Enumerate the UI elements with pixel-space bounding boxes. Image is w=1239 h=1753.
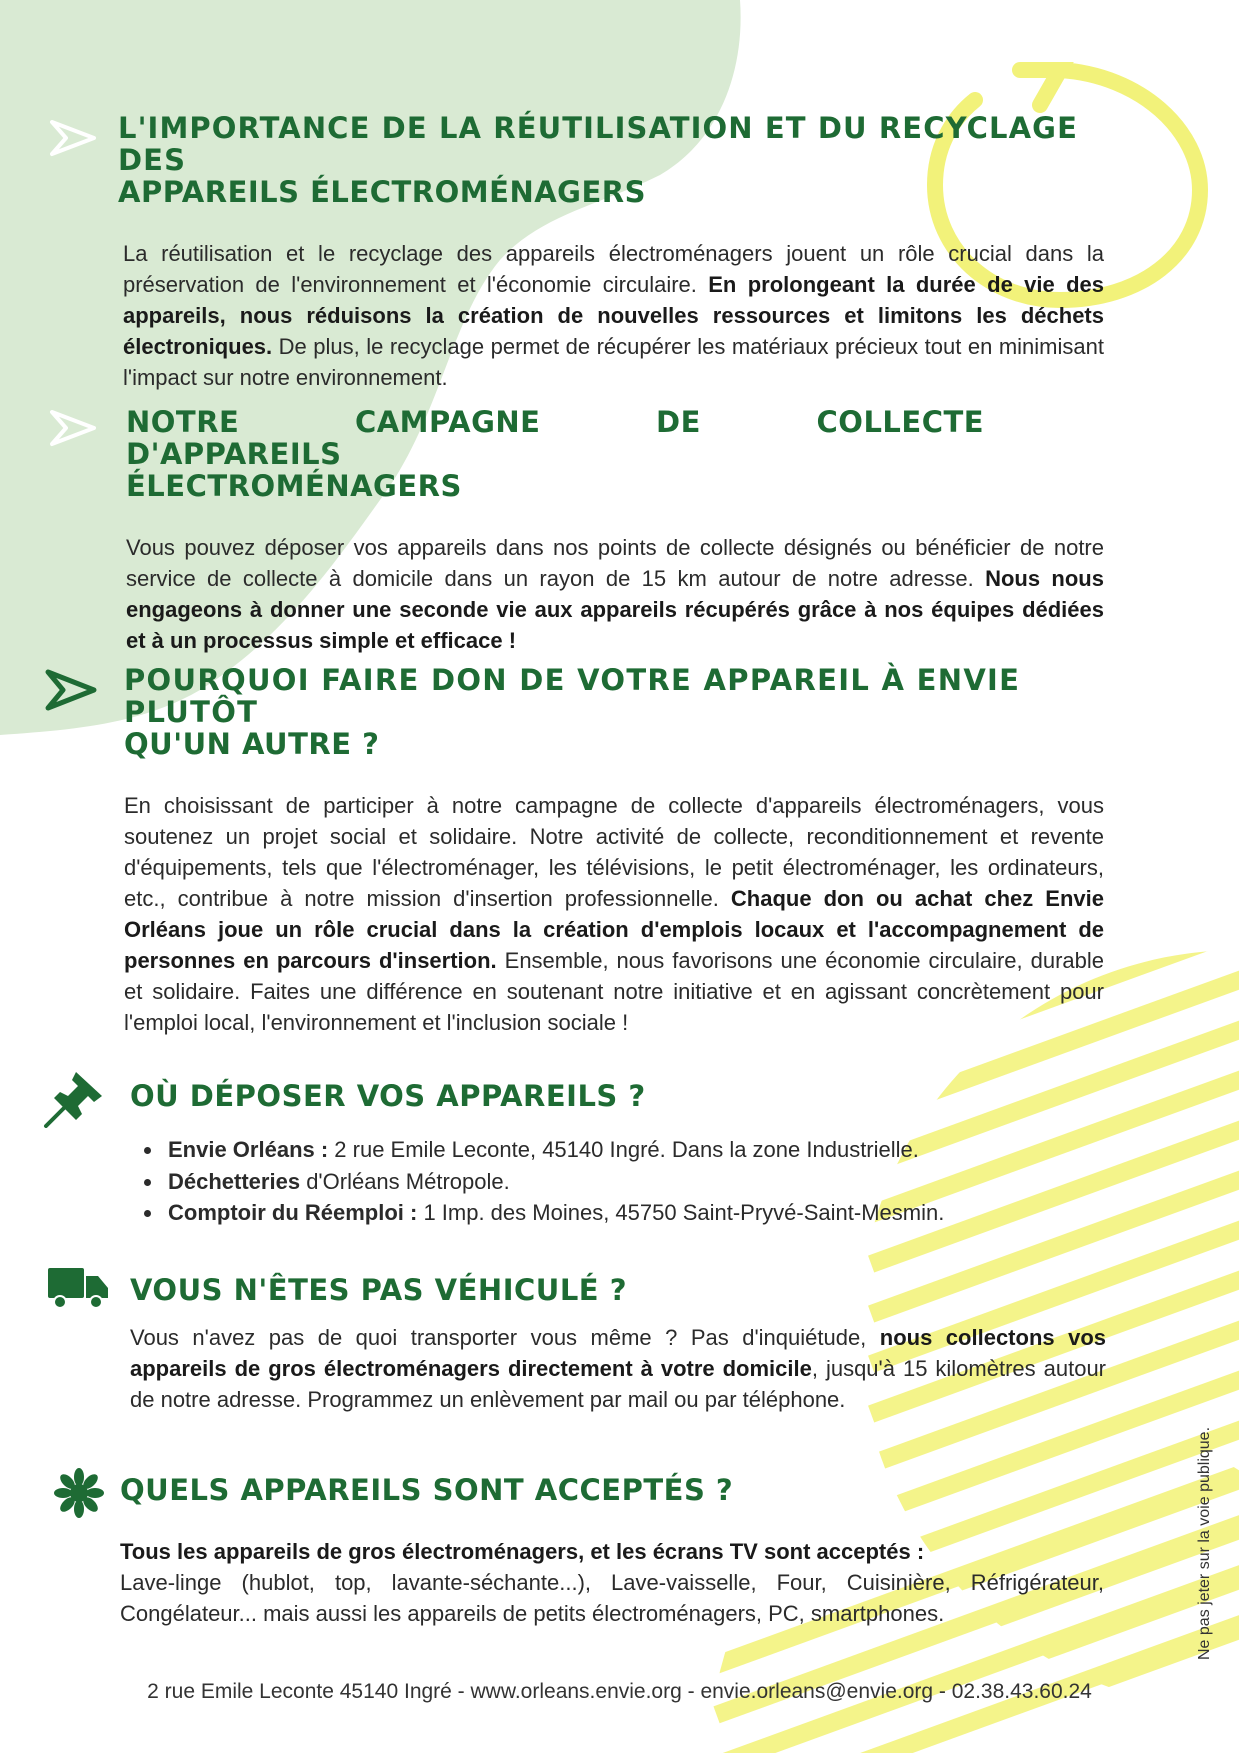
- arrow-icon: [48, 408, 100, 448]
- section-reuse-title: [118, 112, 1104, 208]
- section-no-vehicle: [130, 1274, 1106, 1415]
- section-reuse-text: La réutilisation et le recyclage des appareils électroménagers jouent un rôle crucial dans la préservation de l'environnement et l'économie circulaire. En prolongeant la durée de vie des appareils, nous réduisons la création de nouvelles ressources et limitons les déchets électroniques. De plus, le recyclage permet de récupérer les matériaux précieux tout en minimisant l'impact sur notre environnement.: [123, 241, 1104, 390]
- section-where: [130, 1080, 1110, 1229]
- arrow-icon: [48, 118, 100, 158]
- section-no-vehicle-title: VOUS N'ÊTES PAS VÉHICULÉ ?: [130, 1273, 628, 1307]
- title-line: ÉLECTROMÉNAGERS: [126, 469, 462, 503]
- title-line: QU'UN AUTRE ?: [124, 727, 380, 761]
- section-why-donate-title: [124, 664, 1104, 760]
- section-no-vehicle-text: Vous n'avez pas de quoi transporter vous même ? Pas d'inquiétude, nous collectons vos appareils de gros électroménagers directement à votre domicile, jusqu'à 15 kilomètres autour de notre adresse. Programmez un enlèvement par mail ou par téléphone.: [130, 1325, 1107, 1412]
- section-accepted-text: Tous les appareils de gros électroménagers, et les écrans TV sont acceptés : Lave-linge (hublot, top, lavante-séchante...), Lave-vaisselle, Four, Cuisinière, Réfrigérateur, Congélateur... mais aussi les appareils de petits électroménagers, PC, smartphones.: [120, 1539, 1104, 1626]
- list-item: • Comptoir du Réemploi : 1 Imp. des Moines, 45750 Saint-Pryvé-Saint-Mesmin.: [164, 1197, 1110, 1229]
- title-line: L'IMPORTANCE DE LA RÉUTILISATION ET DU RECYCLAGE DES: [118, 111, 1078, 177]
- title-line: NOTRE CAMPAGNE DE COLLECTE D'APPAREILS: [126, 405, 985, 471]
- section-where-title: OÙ DÉPOSER VOS APPAREILS ?: [130, 1079, 646, 1113]
- asterisk-icon: [54, 1468, 104, 1518]
- section-campaign: [126, 406, 1104, 656]
- section-accepted: [120, 1474, 1104, 1629]
- title-line: APPAREILS ÉLECTROMÉNAGERS: [118, 175, 646, 209]
- section-why-donate: [124, 664, 1104, 1038]
- truck-icon: [46, 1266, 110, 1310]
- address-list: [130, 1134, 1110, 1229]
- pin-icon: [42, 1066, 108, 1128]
- title-line: POURQUOI FAIRE DON DE VOTRE APPAREIL À ENVIE PLUTÔT: [124, 663, 1021, 729]
- section-why-donate-text: En choisissant de participer à notre campagne de collecte d'appareils électroménagers, vous soutenez un projet social et solidaire. Notre activité de collecte, reconditionnement et revente d'équipements, tels que l'électroménager, les télévisions, le petit électroménager, les ordinateurs, etc., contribue à notre mission d'insertion professionnelle. Chaque don ou achat chez Envie Orléans joue un rôle crucial dans la création d'emplois locaux et l'accompagnement de personnes en parcours d'insertion. Ensemble, nous favorisons une économie circulaire, durable et solidaire. Faites une différence en soutenant notre initiative et en agissant concrètement pour l'emploi local, l'environnement et l'inclusion sociale !: [124, 793, 1104, 1035]
- section-campaign-text: Vous pouvez déposer vos appareils dans nos points de collecte désignés ou bénéficier de notre service de collecte à domicile dans un rayon de 15 km autour de notre adresse. Nous nous engageons à donner une seconde vie aux appareils récupérés grâce à nos équipes dédiées et à un processus simple et efficace !: [126, 535, 1104, 653]
- vertical-note: Ne pas jeter sur la voie publique.: [1196, 1426, 1213, 1660]
- section-accepted-title: QUELS APPAREILS SONT ACCEPTÉS ?: [120, 1473, 734, 1507]
- list-item: • Envie Orléans : 2 rue Emile Leconte, 45140 Ingré. Dans la zone Industrielle.: [164, 1134, 1110, 1166]
- section-reuse: [118, 112, 1104, 393]
- section-campaign-title: [126, 406, 1104, 502]
- list-item: • Déchetteries d'Orléans Métropole.: [164, 1166, 1110, 1198]
- arrow-icon: [44, 668, 100, 712]
- footer-contact: 2 rue Emile Leconte 45140 Ingré - www.orleans.envie.org - envie.orleans@envie.org - 02.38.43.60.24: [147, 1680, 1092, 1703]
